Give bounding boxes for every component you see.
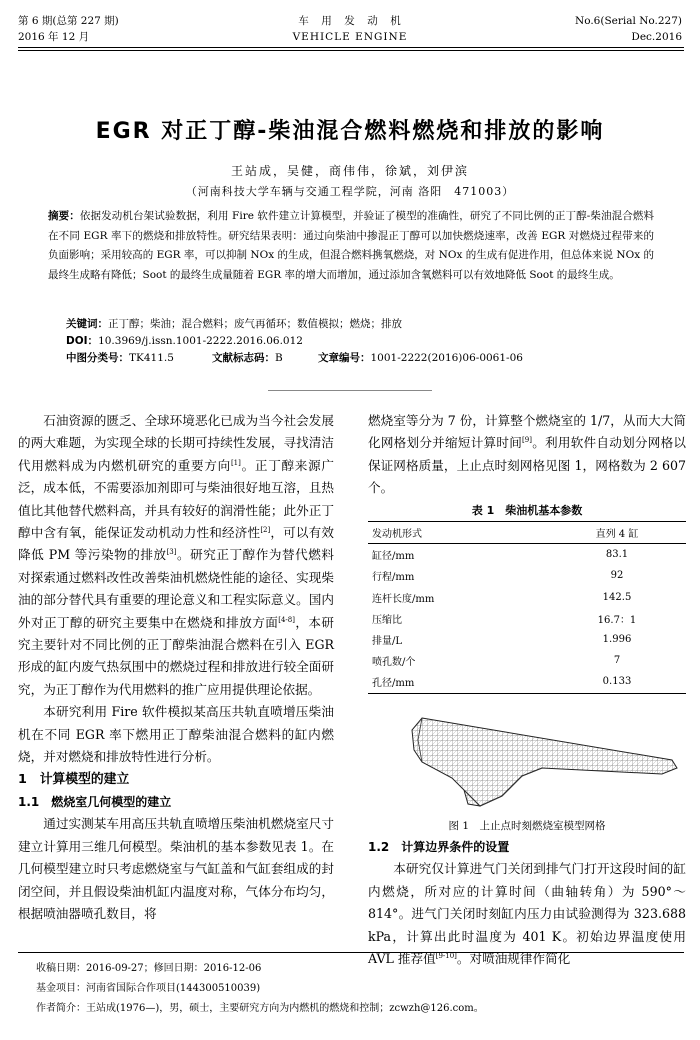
table-cell-value: 0.133 [548, 671, 686, 693]
table-1 [368, 521, 686, 694]
classification [66, 351, 174, 365]
article-number [318, 351, 523, 365]
keywords [66, 317, 402, 331]
table-cell-value: 142.5 [602, 591, 632, 603]
intro-paragraph-2: 本研究利用 Fire 软件模拟某高压共轨直喷增压柴油机在不同 EGR 率下燃用正丁醇柴油混合燃料的缸内燃烧，并对燃烧和排放特性进行分析。 [18, 704, 334, 765]
abstract [48, 207, 654, 285]
table-row [368, 629, 686, 650]
art-label: 文章编号： [318, 352, 371, 364]
header-journal-en: VEHICLE ENGINE [292, 31, 408, 43]
header-rule-thin [18, 50, 684, 51]
table-cell-param: 连杆长度/mm [372, 593, 435, 605]
table-row [368, 565, 686, 586]
abstract-text: 依据发动机台架试验数据，利用 Fire 软件建立计算模型，并验证了模型的准确性，研究了不同比例的正丁醇-柴油混合燃料在不同 EGR 率下的燃烧和排放特性。研究结果表明：通过向柴油中掺混正丁醇可以加快燃烧速率，改善 EGR 对燃烧过程带来的负面影响；采用较高的 EGR 率，可以抑制 NOx 的生成，但混合燃料携氧燃烧，对 NOx 的生成有促进作用，但总体来说 NOx 的最终生成略有降低；Soot 的最终生成量随着 EGR 率的增大而增加，通过添加含氧燃料可以有效地降低 Soot 的最终生成。 [48, 210, 654, 281]
section-1-2-paragraph: 本研究仅计算进气门关闭到排气门打开这段时间的缸内燃烧，所对应的计算时间（曲轴转角）为 590°～814°。进气门关闭时刻缸内压力由试验测得为 323.688 kPa，计算出此时温度为 401 K。初始边界温度使用 AVL 推荐值[9-10]。对喷油规律作简化 [368, 861, 686, 967]
table-cell-value: 7 [613, 655, 621, 667]
clc-label: 中图分类号： [66, 352, 129, 364]
header-rule [18, 47, 684, 48]
mesh-body [412, 718, 677, 806]
ref-9: [9] [522, 436, 532, 445]
table-cell-value: 16.7：1 [597, 614, 637, 626]
table-row [368, 587, 686, 608]
doi-text: 10.3969/j.issn.1001-2222.2016.06.012 [98, 335, 303, 347]
table-cell-value: 92 [610, 570, 624, 582]
figure-1-caption: 图 1 上止点时刻燃烧室模型网格 [448, 820, 606, 832]
section-1-1-paragraph: 通过实测某车用高压共轨直喷增压柴油机燃烧室尺寸建立计算用三维几何模型。柴油机的基本参数见表 1。在几何模型建立时只考虑燃烧室与气缸盖和气缸套组成的封闭空间，并且假设柴油机缸内温度对称，气体分布均匀，根据喷油器喷孔数目，将 [18, 816, 334, 921]
header-issue-en: No.6(Serial No.227) [575, 15, 682, 27]
table-row [368, 608, 686, 629]
art-value: 1001-2222(2016)06-0061-06 [370, 352, 523, 364]
right-paragraph-1: 燃烧室等分为 7 份，计算整个燃烧室的 1/7，从而大大简化网格划分并缩短计算时间[9]。利用软件自动划分网格以保证网格质量，上止点时刻网格见图 1，网格数为 2 607 个。 [368, 413, 687, 496]
header-issue-cn: 第 6 期(总第 227 期) [18, 15, 119, 27]
abstract-separator [268, 390, 432, 391]
table-cell-param: 孔径/mm [368, 671, 548, 693]
clc-value: TK411.5 [129, 352, 174, 364]
section-1-1-heading: 1.1 燃烧室几何模型的建立 [18, 794, 172, 809]
section-1-2-heading: 1.2 计算边界条件的设置 [368, 840, 510, 854]
ref-2: [2] [260, 525, 271, 534]
doi [66, 334, 303, 348]
footnote-rule [18, 952, 684, 953]
table-row [368, 522, 686, 544]
ref-1: [1] [230, 458, 241, 467]
table-cell-param: 行程/mm [372, 572, 415, 584]
keywords-label: 关键词： [66, 318, 108, 330]
footnote-fund: 基金项目：河南省国际合作项目(144300510039) [36, 983, 261, 994]
footnote-received: 收稿日期：2016-09-27；修回日期：2016-12-06 [36, 963, 262, 974]
doc-code [212, 351, 283, 365]
ref-3: [3] [166, 548, 177, 557]
left-column [18, 410, 334, 925]
table-1-caption: 表 1 柴油机基本参数 [471, 504, 583, 517]
table-cell-param: 喷孔数/个 [372, 657, 416, 669]
keywords-text: 正丁醇；柴油；混合燃料；废气再循环；数值模拟；燃烧；排放 [108, 318, 402, 330]
table-cell-param: 发动机形式 [368, 522, 548, 544]
mesh-figure [372, 710, 684, 812]
table-cell-value: 83.1 [605, 549, 629, 561]
table-cell-value: 直列 4 缸 [548, 522, 686, 544]
table-cell-value: 1.996 [602, 634, 632, 646]
header-journal-cn: 车 用 发 动 机 [298, 15, 402, 27]
table-cell-param: 缸径/mm [372, 551, 415, 563]
ref-4: [4-8] [278, 615, 295, 624]
header-date-en: Dec.2016 [631, 31, 682, 43]
table-cell-param: 压缩比 [372, 614, 402, 626]
intro-paragraph-1: 石油资源的匮乏、全球环境恶化已成为当今社会发展的两大难题，为实现全球的长期可持续性发展，寻找清洁代用燃料成为内燃机研究的重要方向[1]。正丁醇来源广泛，成本低，不需要添加剂即可与柴油很好地互溶，且热值比其他替代燃料高，并具有较好的润滑性能；此外正丁醇中含有氧，能保证发动机动力性和经济性[2]，可以有效降低 PM 等污染物的排放[3]。研究正丁醇作为替代燃料对探索通过燃料改性改善柴油机燃烧性能的途径、实现柴油的部分替代具有重要的理论意义和工程实际意义。国内外对正丁醇的研究主要集中在燃烧和排放方面[4-8]，本研究主要针对不同比例的正丁醇柴油混合燃料在引入 EGR 形成的缸内废气热氛围中的燃烧过程和排放进行较全面研究，为正丁醇作为代用燃料的推广应用提供理论依据。 [18, 413, 335, 697]
header-date-cn: 2016 年 12 月 [18, 31, 90, 43]
table-row [368, 671, 686, 693]
right-column-top [368, 410, 686, 500]
table-row [368, 544, 686, 566]
doc-label: 文献标志码： [212, 352, 275, 364]
right-column-bottom [368, 836, 686, 970]
table-cell-param: 排量/L [372, 636, 403, 648]
footnote-author: 作者简介：王站成(1976—)，男，硕士，主要研究方向为内燃机的燃烧和控制；zcwzh@126.com。 [36, 1003, 484, 1014]
section-1-heading: 1 计算模型的建立 [18, 771, 130, 787]
ref-9-10: [9-10] [435, 951, 457, 960]
doi-label: DOI： [66, 335, 99, 347]
affiliation: （河南科技大学车辆与交通工程学院，河南 洛阳 471003） [185, 185, 515, 198]
authors: 王站成，吴健，商伟伟，徐斌，刘伊滨 [230, 164, 469, 178]
paper-title: EGR 对正丁醇-柴油混合燃料燃烧和排放的影响 [95, 119, 605, 144]
abstract-label: 摘要： [48, 210, 80, 222]
doc-value: B [275, 352, 283, 364]
table-row [368, 650, 686, 671]
